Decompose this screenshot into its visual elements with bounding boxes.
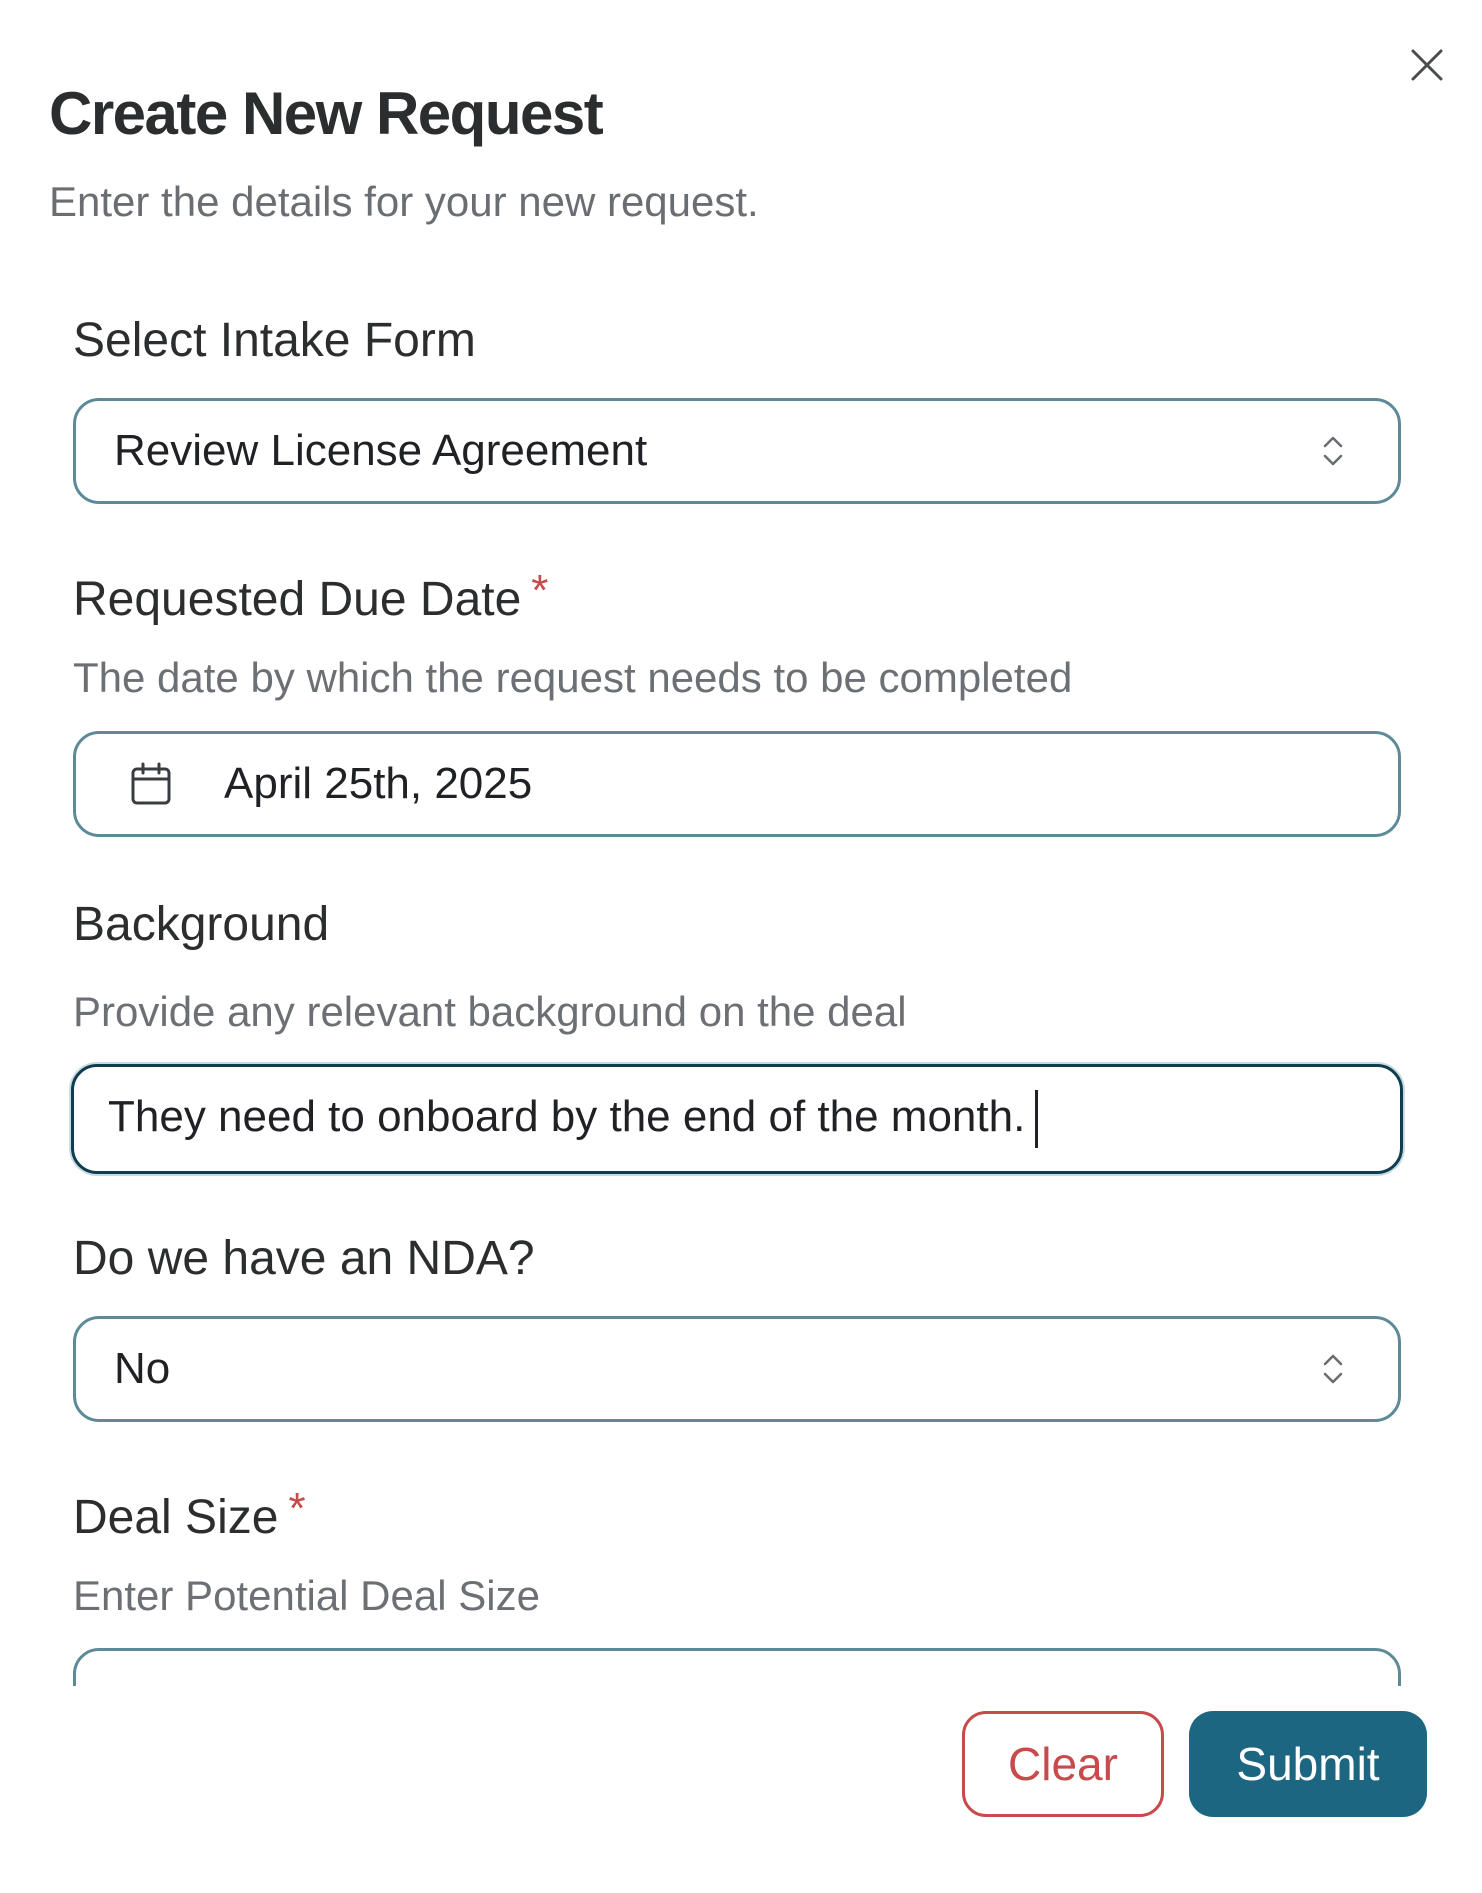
due-date-picker[interactable] (73, 731, 1401, 837)
submit-button[interactable]: Submit (1189, 1711, 1427, 1817)
dialog-footer (0, 1686, 1482, 1893)
due-date-help: The date by which the request needs to be completed (73, 654, 1073, 701)
calendar-icon (128, 761, 174, 807)
background-value-text: They need to onboard by the end of the month. (108, 1091, 1026, 1141)
clear-button[interactable]: Clear (962, 1711, 1164, 1817)
deal-size-label (73, 1480, 306, 1547)
chevron-up-down-icon (1318, 1349, 1348, 1389)
dialog-subtitle: Enter the details for your new request. (49, 178, 759, 225)
intake-form-select[interactable] (73, 398, 1401, 504)
form-scroll-area[interactable] (0, 250, 1482, 1686)
close-icon (1410, 48, 1444, 82)
due-date-label (73, 562, 548, 629)
deal-size-label-text: Deal Size (73, 1491, 279, 1544)
deal-size-help: Enter Potential Deal Size (73, 1572, 540, 1619)
background-value (108, 1090, 1038, 1148)
intake-form-value: Review License Agreement (114, 426, 648, 475)
nda-value: No (114, 1344, 171, 1393)
deal-size-input[interactable] (73, 1648, 1401, 1686)
nda-label: Do we have an NDA? (73, 1232, 535, 1285)
close-button[interactable] (1404, 42, 1450, 88)
nda-select[interactable] (73, 1316, 1401, 1422)
required-marker: * (531, 566, 549, 615)
background-help: Provide any relevant background on the deal (73, 988, 907, 1035)
text-caret (1035, 1090, 1038, 1148)
required-marker: * (288, 1484, 306, 1533)
dialog-title: Create New Request (49, 80, 603, 147)
background-input[interactable] (71, 1064, 1403, 1174)
intake-form-label: Select Intake Form (73, 314, 476, 367)
chevron-up-down-icon (1318, 431, 1348, 471)
due-date-label-text: Requested Due Date (73, 573, 522, 626)
due-date-value: April 25th, 2025 (224, 759, 533, 808)
background-label: Background (73, 898, 330, 951)
